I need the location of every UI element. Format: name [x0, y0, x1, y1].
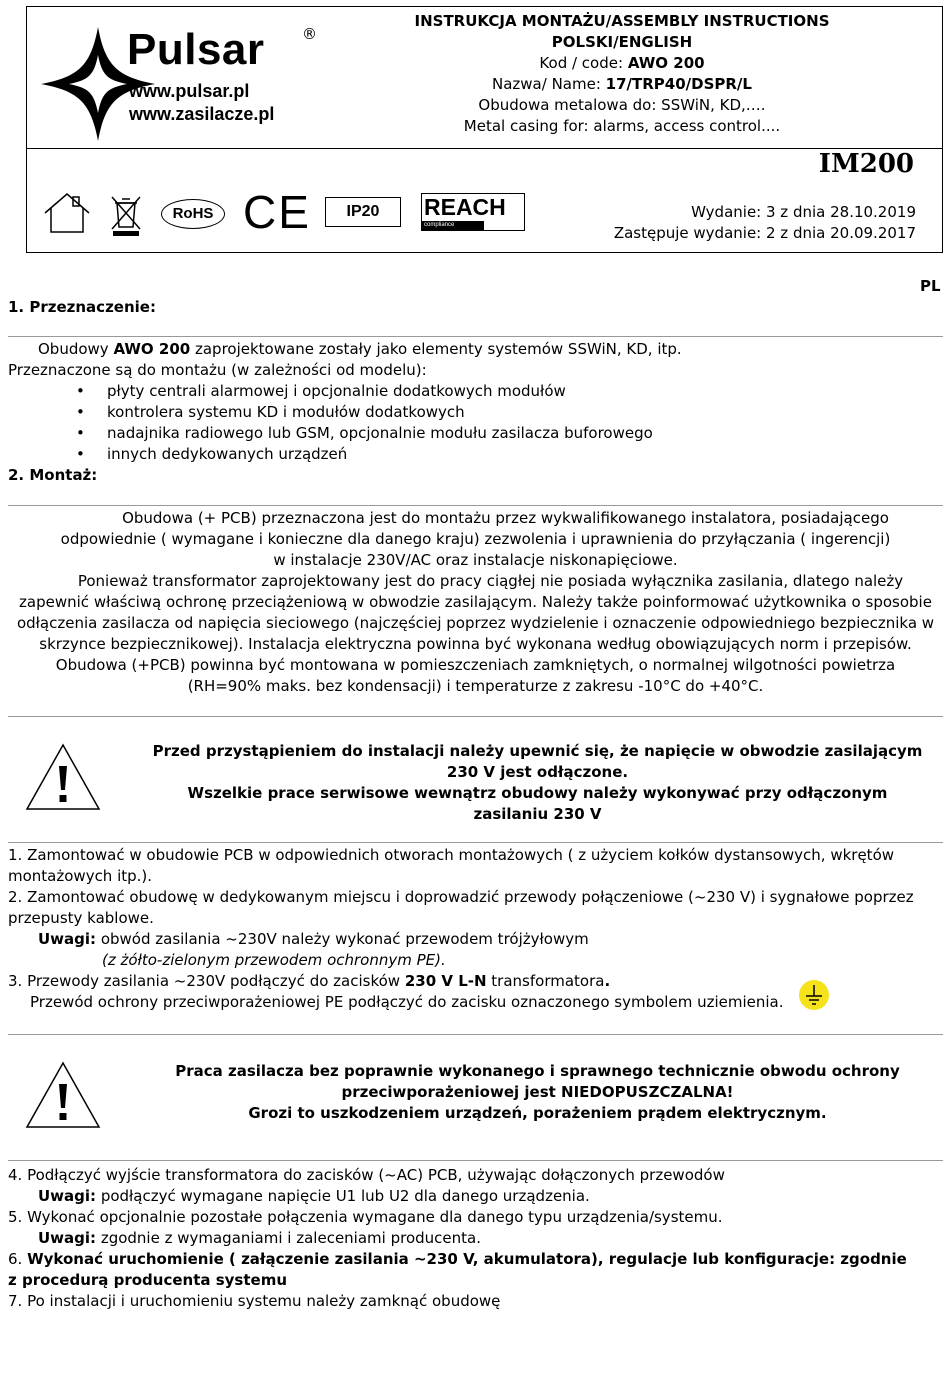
logo-web-1: www.pulsar.pl — [129, 81, 250, 101]
logo-web-2: www.zasilacze.pl — [129, 104, 275, 124]
house-indoor-icon — [41, 191, 93, 235]
para-line: odpowiednie ( wymagane i konieczne dla danego kraju) zezwolenia i uprawnienia do przyłączania ( ingerencji) — [60, 530, 891, 548]
step6-line1 — [8, 1249, 907, 1270]
para-line: zapewnić właściwą ochronę przeciążeniową w obwodzie zasilającym. Należy także poinformować użytkownika o sposobie — [19, 593, 932, 611]
step1-line1: 1. Zamontować w obudowie PCB w odpowiednich otworach montażowych ( z użyciem kołków dystansowych, wkrętów — [8, 846, 895, 864]
bullet-item: • kontrolera systemu KD i modułów dodatkowych — [76, 402, 653, 423]
warning-triangle-icon — [24, 1060, 102, 1130]
step4-note — [38, 1186, 590, 1207]
warning-triangle-icon — [24, 742, 102, 812]
step3-line2: Przewód ochrony przeciwporażeniowej PE podłączyć do zacisku oznaczonego symbolem uziemienia. — [30, 993, 784, 1011]
edition-info — [614, 202, 916, 244]
reach-label: REACH — [424, 194, 506, 220]
rule-before-warning2 — [8, 1034, 943, 1035]
header-language: POLSKI/ENGLISH — [551, 33, 693, 51]
rule-after-warning2 — [8, 1160, 943, 1161]
header-casing-en: Metal casing for: alarms, access control.... — [463, 117, 781, 135]
header-code — [332, 53, 912, 74]
name-label: Nazwa/ Name: — [492, 75, 601, 93]
note-label: Uwagi: — [38, 1229, 97, 1247]
ce-mark-icon: CE — [243, 186, 311, 238]
warning1-line: 230 V jest odłączone. — [446, 763, 629, 781]
note-label: Uwagi: — [38, 1187, 97, 1205]
logo-brand: Pulsar — [127, 25, 265, 74]
ground-symbol-icon — [798, 979, 830, 1011]
intro-a: Obudowy — [38, 340, 114, 358]
note-text: obwód zasilania ~230V należy wykonać przewodem trójżyłowym — [96, 930, 589, 948]
section2-heading: 2. Montaż: — [8, 466, 98, 484]
section2-rule — [8, 505, 943, 506]
para-line: skrzynce bezpiecznikowej). Instalacja elektryczna powinna być wykonana według obowiązujących norm i przepisów. — [39, 635, 912, 653]
para-line: odłączenia zasilacza od napięcia sieciowego (najczęściej poprzez wydzielenie i oznaczenie odpowiedniego bezpiecznika w — [16, 614, 935, 632]
header-text — [332, 11, 912, 137]
s3-terminals: 230 V L-N — [404, 972, 487, 990]
s3-c: transformatora — [486, 972, 605, 990]
step1-line2: montażowych itp.). — [8, 867, 153, 885]
s6-text: Wykonać uruchomienie ( załączenie zasilania ~230 V, akumulatora), regulacje lub konfiguracje: zgodnie — [27, 1250, 907, 1268]
note-text: podłączyć wymagane napięcie U1 lub U2 dla danego urządzenia. — [96, 1187, 590, 1205]
s6-num: 6. — [8, 1250, 28, 1268]
ip20-badge: IP20 — [325, 197, 401, 227]
bullet-item: • nadajnika radiowego lub GSM, opcjonalnie modułu zasilacza buforowego — [76, 423, 653, 444]
header-divider — [27, 148, 942, 149]
step5: 5. Wykonać opcjonalnie pozostałe połączenia wymagane dla danego typu urządzenia/systemu. — [8, 1208, 723, 1226]
name-value: 17/TRP40/DSPR/L — [605, 75, 752, 93]
header-casing-pl: Obudowa metalowa do: SSWiN, KD,…. — [478, 96, 766, 114]
warning2-line: Praca zasilacza bez poprawnie wykonanego i sprawnego technicznie obwodu ochrony — [175, 1062, 900, 1080]
step2-line2: przepusty kablowe. — [8, 909, 154, 927]
step2-note-italic: (z żółto-zielonym przewodem ochronnym PE). — [102, 951, 446, 969]
warning2-line: Grozi to uszkodzeniem urządzeń, porażeniem prądem elektrycznym. — [248, 1104, 827, 1122]
header-name — [332, 74, 912, 95]
para-line: Obudowa (+PCB) powinna być montowana w pomieszczeniach zamkniętych, o normalnej wilgotności powietrza — [55, 656, 896, 674]
bullet-item: • innych dedykowanych urządzeń — [76, 444, 653, 465]
reach-sub: compliance — [422, 221, 484, 230]
section2-paragraph — [8, 508, 943, 697]
rule-before-warning1 — [8, 716, 943, 717]
note-text: zgodnie z wymaganiami i zaleceniami producenta. — [96, 1229, 481, 1247]
document-id: IM200 — [818, 149, 914, 179]
para-line: Ponieważ transformator zaprojektowany jest do pracy ciągłej nie posiada wyłącznika zasilania, dlatego należy — [77, 572, 904, 590]
rule-after-warning1 — [8, 842, 943, 843]
warning1-line: zasilaniu 230 V — [473, 805, 602, 823]
warning2-text — [130, 1061, 945, 1124]
warning1-line: Wszelkie prace serwisowe wewnątrz obudowy należy wykonywać przy odłączonym — [187, 784, 888, 802]
section1-rule — [8, 336, 943, 337]
section1-intro — [38, 339, 682, 360]
intro-c: zaprojektowane zostały jako elementy systemów SSWiN, KD, itp. — [190, 340, 682, 358]
edition-line: Wydanie: 3 z dnia 28.10.2019 — [691, 203, 916, 221]
document-header — [26, 6, 943, 253]
section1-heading: 1. Przeznaczenie: — [8, 298, 156, 316]
warning1-text — [130, 741, 945, 825]
step5-note — [38, 1228, 481, 1249]
para-line: (RH=90% maks. bez kondensacji) i temperaturze z zakresu -10°C do +40°C. — [187, 677, 764, 695]
warning2-line: przeciwporażeniowej jest NIEDOPUSZCZALNA! — [341, 1083, 734, 1101]
note-label: Uwagi: — [38, 930, 97, 948]
language-tag: PL — [920, 277, 941, 295]
bullet-item: • płyty centrali alarmowej i opcjonalnie dodatkowych modułów — [76, 381, 653, 402]
code-label: Kod / code: — [539, 54, 624, 72]
s3-a: 3. Przewody zasilania ~230V podłączyć do zacisków — [8, 972, 405, 990]
step2-line1: 2. Zamontować obudowę w dedykowanym miejscu i doprowadzić przewody połączeniowe (~230 V) i sygnałowe poprzez — [8, 888, 914, 906]
logo-registered: ® — [302, 25, 317, 43]
replaces-line: Zastępuje wydanie: 2 z dnia 20.09.2017 — [613, 224, 916, 242]
step6-line2: z procedurą producenta systemu — [8, 1271, 288, 1289]
header-title: INSTRUKCJA MONTAŻU/ASSEMBLY INSTRUCTIONS — [414, 12, 830, 30]
weee-bin-icon — [109, 193, 143, 237]
step7: 7. Po instalacji i uruchomieniu systemu należy zamknąć obudowę — [8, 1292, 501, 1310]
step2-note — [38, 929, 589, 950]
para-line: Obudowa (+ PCB) przeznaczona jest do montażu przez wykwalifikowanego instalatora, posiadającego — [122, 509, 889, 527]
para-line: w instalacje 230V/AC oraz instalacje niskonapięciowe. — [273, 551, 678, 569]
warning1-line: Przed przystąpieniem do instalacji należy upewnić się, że napięcie w obwodzie zasilającym — [152, 742, 923, 760]
s3-d: . — [604, 972, 611, 990]
section1-bullets — [76, 381, 653, 465]
step4: 4. Podłączyć wyjście transformatora do zacisków (~AC) PCB, używając dołączonych przewodów — [8, 1166, 725, 1184]
rohs-badge: RoHS — [161, 199, 225, 229]
section1-intro-2: Przeznaczone są do montażu (w zależności od modelu): — [8, 361, 427, 379]
reach-badge — [421, 193, 525, 231]
step3-line1 — [8, 971, 610, 992]
code-value: AWO 200 — [627, 54, 705, 72]
intro-product: AWO 200 — [113, 340, 191, 358]
